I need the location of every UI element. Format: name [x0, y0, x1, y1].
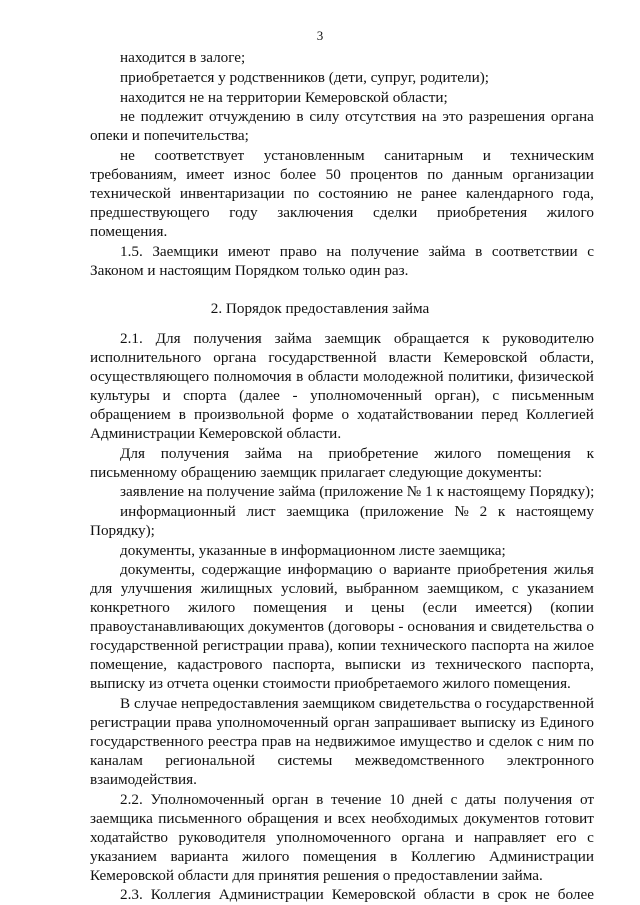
- text-line: помещения.: [90, 223, 168, 240]
- text-line: регистрации права уполномоченный орган запрашивает выписку из Единого: [90, 714, 594, 731]
- section-heading: 2. Порядок предоставления займа: [210, 300, 430, 317]
- text-line: Порядку);: [90, 522, 155, 539]
- text-line: культуры и спорта (далее - уполномоченный орган), с письменным: [90, 387, 594, 404]
- text-line: каналам региональной системы межведомственного электронного: [90, 752, 594, 769]
- text-line: не соответствует установленным санитарным и техническим: [120, 147, 594, 164]
- text-line: помещение, кадастрового паспорта, выписки из технического паспорта,: [90, 656, 594, 673]
- page-number: 3: [316, 28, 324, 43]
- text-line: Для получения займа на приобретение жилого помещения к: [120, 445, 594, 462]
- text-line: находится в залоге;: [120, 49, 246, 66]
- text-line: письменному обращению заемщик прилагает следующие документы:: [90, 464, 543, 481]
- text-line: 2.3. Коллегия Администрации Кемеровской области в срок не более: [120, 886, 594, 903]
- text-line: В случае непредоставления заемщиком свидетельства о государственной: [120, 695, 594, 712]
- text-line: заемщика письменного обращения и всех необходимых документов готовит: [90, 810, 594, 827]
- text-line: государственного реестра прав на недвижимое имущество и сделок с ним по: [90, 733, 594, 750]
- text-line: не подлежит отчуждению в силу отсутствия на это разрешения органа: [120, 108, 594, 125]
- text-line: указанием варианта жилого помещения в Коллегию Администрации: [90, 848, 594, 865]
- text-line: правоустанавливающих документов (договоры - основания и свидетельства о: [90, 618, 594, 635]
- text-line: находится не на территории Кемеровской области;: [120, 89, 448, 106]
- text-line: исполнительного органа государственной власти Кемеровской области,: [90, 349, 594, 366]
- text-line: предшествующего году заключения сделки приобретения жилого: [90, 204, 594, 221]
- text-line: обращением в произвольной форме о ходатайствовании перед Коллегией: [90, 406, 594, 423]
- text-line: опеки и попечительства;: [90, 127, 249, 144]
- text-line: требованиям, имеет износ более 50 процентов по данным организации: [90, 166, 594, 183]
- text-line: ходатайство руководителя уполномоченного органа и направляет его с: [90, 829, 594, 846]
- text-line: 1.5. Заемщики имеют право на получение займа в соответствии с: [120, 243, 594, 260]
- text-line: осуществляющего полномочия в области молодежной политики, физической: [90, 368, 594, 385]
- text-line: документы, содержащие информацию о варианте приобретения жилья: [120, 561, 594, 578]
- text-line: взаимодействия.: [90, 771, 197, 788]
- text-line: государственной регистрации права), копии технического паспорта на жилое: [90, 637, 594, 654]
- text-line: приобретается у родственников (дети, супруг, родители);: [120, 69, 489, 86]
- text-line: технической инвентаризации по состоянию не ранее календарного года,: [90, 185, 594, 202]
- text-line: Администрации Кемеровской области.: [90, 425, 342, 442]
- text-line: 2.1. Для получения займа заемщик обращается к руководителю: [120, 330, 594, 347]
- text-line: Законом и настоящим Порядком только один раз.: [90, 262, 409, 279]
- text-line: выписку из отчета оценки стоимости приобретаемого жилого помещения.: [90, 675, 571, 692]
- text-line: заявление на получение займа (приложение № 1 к настоящему Порядку);: [120, 483, 595, 500]
- text-line: Кемеровской области для принятия решения о предоставлении займа.: [90, 867, 543, 884]
- text-line: для улучшения жилищных условий, выбранном заемщиком, с указанием: [90, 580, 594, 597]
- text-line: 2.2. Уполномоченный орган в течение 10 дней с даты получения от: [120, 791, 594, 808]
- text-line: конкретного жилого помещения и цены (если имеется) (копии: [90, 599, 594, 616]
- text-line: документы, указанные в информационном листе заемщика;: [120, 542, 506, 559]
- text-line: информационный лист заемщика (приложение № 2 к настоящему: [120, 503, 594, 520]
